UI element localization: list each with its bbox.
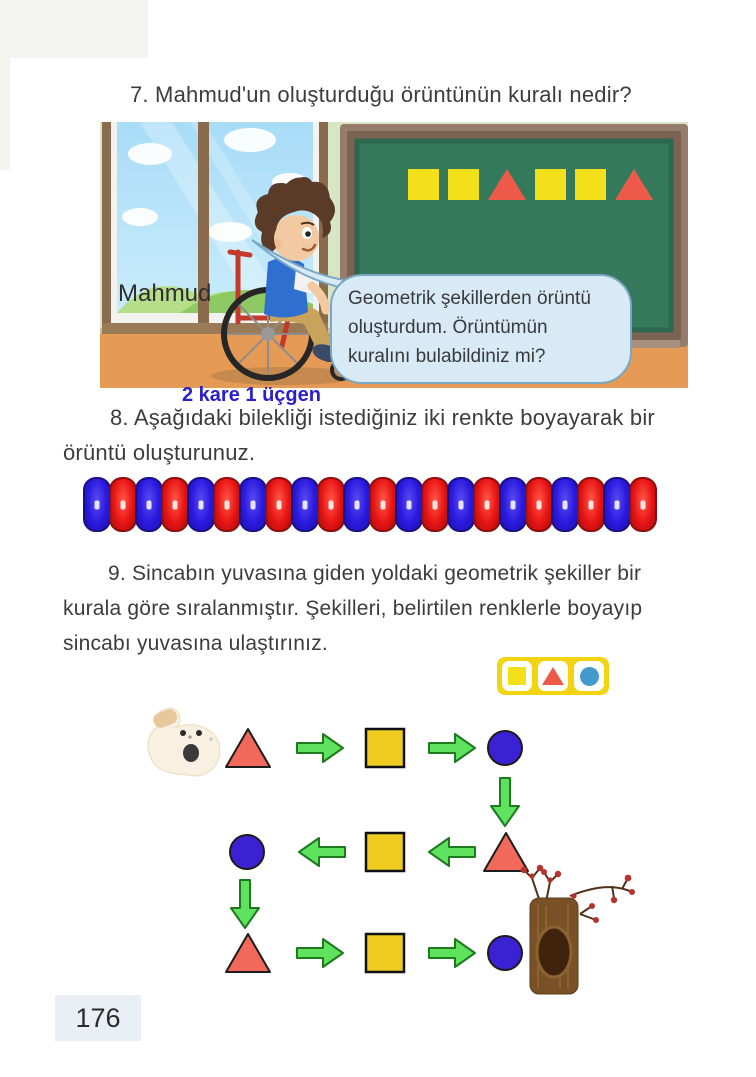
speech-line-1: Geometrik şekillerden örüntü [348,288,591,309]
legend-circle-icon [580,667,599,686]
bead-blue [551,477,579,532]
bead-blue [343,477,371,532]
question-9-line3: sincabı yuvasına ulaştırınız. [63,632,328,655]
arrow-right-icon [295,936,345,970]
tree-home-image [510,862,635,997]
path-circle-shape [486,729,524,767]
legend-square-icon [508,667,526,685]
board-triangle-shape [615,169,653,200]
question-7-text: 7. Mahmud'un oluşturduğu örüntünün kuralı nedir? [130,82,632,107]
bracelet [85,477,657,532]
shape-color-legend [497,657,609,695]
question-9-line1: 9. Sincabın yuvasına giden yoldaki geometrik şekiller bir [108,562,642,585]
arrow-down-icon [488,776,522,828]
question-9-line2: kurala göre sıralanmıştır. Şekilleri, belirtilen renklerle boyayıp [63,597,643,620]
legend-cell-circle [574,661,604,691]
speech-bubble [330,274,632,384]
path-triangle-shape [224,932,272,974]
bead-red [265,477,293,532]
page-number: 176 [55,995,141,1041]
board-square-shape [575,169,606,200]
bead-blue [447,477,475,532]
bead-blue [395,477,423,532]
character-name-label: Mahmud [118,280,212,307]
board-square-shape [408,169,439,200]
question-8-line1: 8. Aşağıdaki bilekliği istediğiniz iki renkte boyayarak bir [110,405,655,430]
bead-red [629,477,657,532]
arrow-right-icon [427,731,477,765]
path-square-shape [364,727,406,769]
bead-red [421,477,449,532]
bead-blue [83,477,111,532]
bead-blue [187,477,215,532]
bead-red [109,477,137,532]
bead-red [317,477,345,532]
path-circle-shape [228,833,266,871]
path-square-shape [364,831,406,873]
legend-cell-square [502,661,532,691]
bead-blue [135,477,163,532]
arrow-down-icon [228,878,262,930]
path-triangle-shape [224,727,272,769]
squirrel-image [133,703,233,779]
speech-line-2: oluşturdum. Örüntümün [348,317,548,338]
legend-triangle-icon [542,667,564,685]
bead-red [161,477,189,532]
bead-red [213,477,241,532]
bead-blue [603,477,631,532]
arrow-left-icon [297,835,347,869]
bead-blue [291,477,319,532]
legend-cell-triangle [538,661,568,691]
arrow-left-icon [427,835,477,869]
bead-red [473,477,501,532]
board-square-shape [448,169,479,200]
bead-red [577,477,605,532]
path-square-shape [364,932,406,974]
bead-red [369,477,397,532]
question-8-line2: örüntü oluşturunuz. [63,440,256,465]
scan-artifact-corner [0,0,148,58]
handwritten-answer: 2 kare 1 üçgen [182,384,321,406]
classroom-illustration [100,122,688,388]
bead-blue [239,477,267,532]
scan-artifact-edge [0,0,10,170]
speech-line-3: kuralını bulabildiniz mi? [348,346,546,367]
arrow-right-icon [295,731,345,765]
arrow-right-icon [427,936,477,970]
board-square-shape [535,169,566,200]
board-triangle-shape [488,169,526,200]
chalkboard-pattern [408,168,653,200]
bead-blue [499,477,527,532]
bead-red [525,477,553,532]
